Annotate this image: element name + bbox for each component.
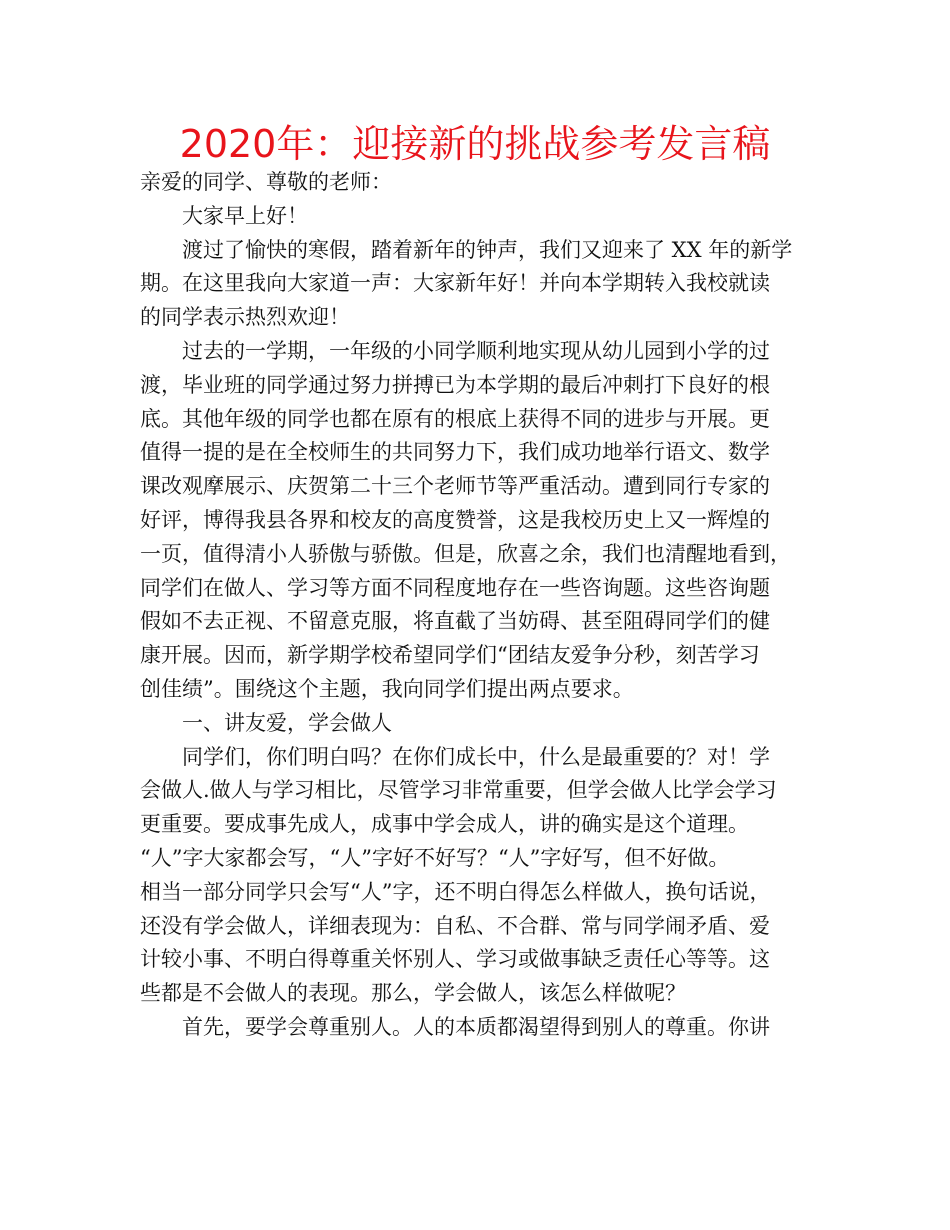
body-line: 亲爱的同学、尊敬的老师： bbox=[140, 170, 392, 194]
body-line: 的同学表示热烈欢迎！ bbox=[140, 305, 350, 330]
body-line: 首先，要学会尊重别人。人的本质都渴望得到别人的尊重。你讲 bbox=[182, 1014, 770, 1039]
body-line: 相当一部分同学只会写“人”字，还不明白得怎么样做人，换句话说， bbox=[140, 879, 771, 904]
body-line: “人”字大家都会写，“人”字好不好写？“人”字好写，但不好做。 bbox=[140, 845, 730, 870]
body-line: 期。在这里我向大家道一声：大家新年好！并向本学期转入我校就读 bbox=[140, 271, 770, 296]
body-line: 一、讲友爱，学会做人 bbox=[182, 710, 392, 735]
body-line: 值得一提的是在全校师生的共同努力下，我们成功地举行语文、数学 bbox=[140, 440, 770, 465]
body-line: 大家早上好！ bbox=[182, 203, 308, 228]
body-line: 假如不去正视、不留意克服，将直截了当妨碍、甚至阻碍同学们的健 bbox=[140, 609, 770, 634]
body-line: 底。其他年级的同学也都在原有的根底上获得不同的进步与开展。更 bbox=[140, 406, 770, 431]
body-line: 同学们，你们明白吗？在你们成长中，什么是最重要的？对！学 bbox=[182, 744, 770, 769]
body-line: 会做人.做人与学习相比，尽管学习非常重要，但学会做人比学会学习 bbox=[140, 778, 777, 803]
body-line: 同学们在做人、学习等方面不同程度地存在一些咨询题。这些咨询题 bbox=[140, 575, 770, 600]
document-body bbox=[140, 166, 820, 1045]
document-title: 2020年：迎接新的挑战参考发言稿 bbox=[179, 122, 771, 166]
body-line: 好评，博得我县各界和校友的高度赞誉，这是我校历史上又一辉煌的 bbox=[140, 507, 770, 532]
body-line: 课改观摩展示、庆贺第二十三个老师节等严重活动。遭到同行专家的 bbox=[140, 474, 770, 499]
body-line: 一页，值得清小人骄傲与骄傲。但是，欣喜之余，我们也清醒地看到， bbox=[140, 541, 791, 566]
body-line: 渡，毕业班的同学通过努力拼搏已为本学期的最后冲刺打下良好的根 bbox=[140, 372, 770, 397]
body-line: 更重要。要成事先成人，成事中学会成人，讲的确实是这个道理。 bbox=[140, 812, 749, 837]
body-line: 渡过了愉快的寒假，踏着新年的钟声，我们又迎来了 XX 年的新学 bbox=[182, 237, 793, 262]
body-line: 些都是不会做人的表现。那么，学会做人，该怎么样做呢？ bbox=[140, 981, 686, 1006]
body-line: 过去的一学期，一年级的小同学顺利地实现从幼儿园到小学的过 bbox=[182, 338, 770, 363]
body-line: 计较小事、不明白得尊重关怀别人、学习或做事缺乏责任心等等。这 bbox=[140, 947, 770, 972]
body-line: 康开展。因而，新学期学校希望同学们“团结友爱争分秒，刻苦学习 bbox=[140, 643, 760, 668]
body-line: 还没有学会做人，详细表现为：自私、不合群、常与同学闹矛盾、爱 bbox=[140, 913, 770, 938]
body-line: 创佳绩”。围绕这个主题，我向同学们提出两点要求。 bbox=[140, 676, 634, 701]
